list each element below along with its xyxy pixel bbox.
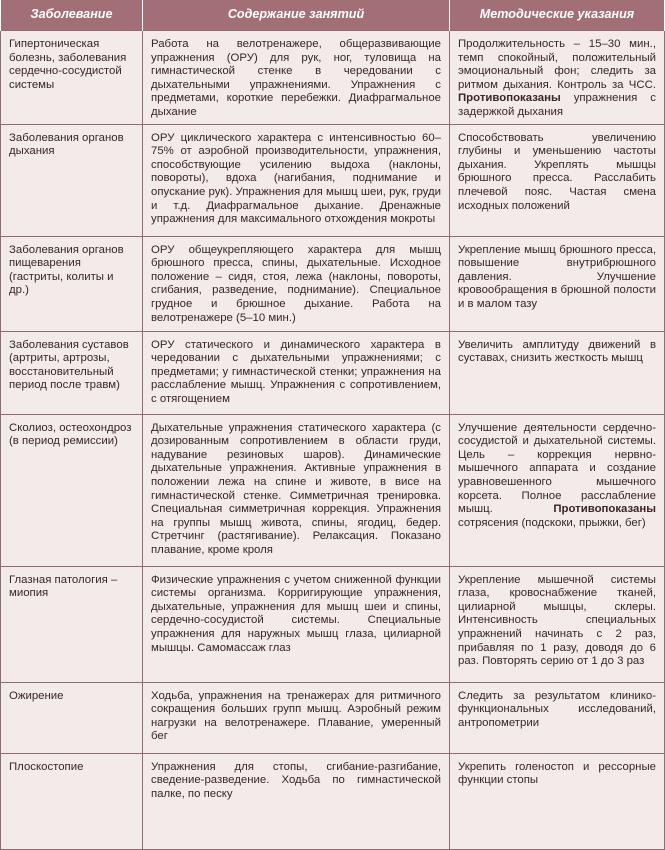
header-guidance: Методические указания (450, 0, 665, 31)
disease-cell: Заболевания органов пищеварения (гастриты, колиты и др.) (1, 236, 143, 331)
disease-cell: Плоскостопие (1, 753, 143, 849)
disease-cell: Заболевания органов дыхания (1, 124, 143, 236)
contraindicated-label: Противопоказаны (553, 503, 656, 516)
contraindicated-label: Противопоказаны (458, 92, 561, 105)
content-cell: Ходьба, упражнения на тренажерах для ритмичного сокращения больших групп мышц. Аэробный режим нагрузки на велотренажере. Плавание, умеренный бег (143, 682, 450, 753)
table-row (1, 331, 665, 414)
disease-cell: Сколиоз, остеохондроз (в период ремиссии) (1, 414, 143, 566)
table-row (1, 414, 665, 566)
guidance-cell (450, 31, 665, 125)
table-row (1, 566, 665, 682)
table-row (1, 236, 665, 331)
guidance-cell: Укрепление мышечной системы глаза, кровоснабжение тканей, цилиарной мышцы, склеры. Интенсивность специальных упражнений начинать с 2 раз, прибавляя по 1 разу, доводя до 6 раз. Повторять серию от 1 до 3 раз (450, 566, 665, 682)
content-cell: Дыхательные упражнения статического характера (с дозированным сопротивлением в области груди, надувание резиновых шаров). Динамические дыхательные упражнения. Активные упражнения в положении лежа на спине и животе, в висе на гимнастической стенке. Симметричная тренировка. Специальная симметричная коррекция. Упражнения на группы мышц живота, спины, ягодиц, бедер. Стретчинг (растягивание). Релаксация. Показано плавание, кроме кроля (143, 414, 450, 566)
disease-cell: Ожирение (1, 682, 143, 753)
table-row (1, 682, 665, 753)
disease-cell: Заболевания суставов (артриты, артрозы, восстановительный период после травм) (1, 331, 143, 414)
content-cell: Упражнения для стопы, сгибание-разгибание, сведение-разведение. Ходьба по гимнастической палке, по песку (143, 753, 450, 849)
content-cell: ОРУ статического и динамического характера в чередовании с дыхательными упражнениями; с предметами; у гимнастической стенки; упражнения на расслабление мышц. Упражнения с сопротивлением, с отягощением (143, 331, 450, 414)
guidance-text: сотрясения (подскоки, прыжки, бег) (458, 516, 646, 529)
content-cell: ОРУ общеукрепляющего характера для мышц брюшного пресса, спины, дыхательные. Исходное положение – сидя, стоя, лежа (наклоны, повороты, сгибания, разведение, поднимание). Специальное грудное и брюшное дыхание. Работа на велотренажере (5–10 мин.) (143, 236, 450, 331)
guidance-text: Продолжительность – 15–30 мин., темп спокойный, положительный эмоциональный фон; следить за ритмом дыхания. Контроль за ЧСС. (458, 38, 656, 91)
header-disease: Заболевание (1, 0, 143, 31)
content-cell: Работа на велотренажере, общеразвивающие упражнения (ОРУ) для рук, ног, туловища на гимнастической стенке в чередовании с дыхательными упражнениями. Упражнения с предметами, короткие перебежки. Диафрагмальное дыхание (143, 31, 450, 125)
table-row (1, 753, 665, 849)
disease-cell: Гипертоническая болезнь, заболевания сердечно-сосудистой системы (1, 31, 143, 125)
content-cell: ОРУ циклического характера с интенсивностью 60–75% от аэробной производительности, упражнения, способствующие усилению выдоха (наклоны, повороты), вдоха (нагибания, поднимание и опускание рук). Упражнения для мышц шеи, рук, груди и т.д. Диафрагмальное дыхание. Дренажные упражнения для максимального отхождения мокроты (143, 124, 450, 236)
guidance-cell: Укрепить голеностоп и рессорные функции стопы (450, 753, 665, 849)
header-content: Содержание занятий (143, 0, 450, 31)
guidance-cell (450, 414, 665, 566)
content-cell: Физические упражнения с учетом сниженной функции системы организма. Корригирующие упражнения, дыхательные, упражнения для мышц шеи и спины, сердечно-сосудистой системы. Специальные упражнения для наружных мышц глаза, цилиарной мышцы. Самомассаж глаз (143, 566, 450, 682)
guidance-cell: Увеличить амплитуду движений в суставах, снизить жесткость мышц (450, 331, 665, 414)
guidance-cell: Следить за результатом клинико-функциональных исследований, антропометрии (450, 682, 665, 753)
guidance-text: Улучшение деятельности сердечно-сосудистой и дыхательной системы. Цель – коррекция нервно-мышечного аппарата и создание уравновешенного мышечного корсета. Полное расслабление мышц. (458, 421, 656, 516)
table-row (1, 31, 665, 125)
table-header-row (1, 0, 665, 31)
guidance-cell: Укрепление мышц брюшного пресса, повышение внутрибрюшного давления. Улучшение кровообращения в брюшной полости и в малом тазу (450, 236, 665, 331)
table-row (1, 124, 665, 236)
guidance-cell: Способствовать увеличению глубины и уменьшению частоты дыхания. Укреплять мышцы брюшного пресса. Расслабить плечевой пояс. Частая смена исходных положений (450, 124, 665, 236)
disease-cell: Глазная патология – миопия (1, 566, 143, 682)
guidance-text: упражнения с задержкой дыхания (458, 92, 656, 118)
